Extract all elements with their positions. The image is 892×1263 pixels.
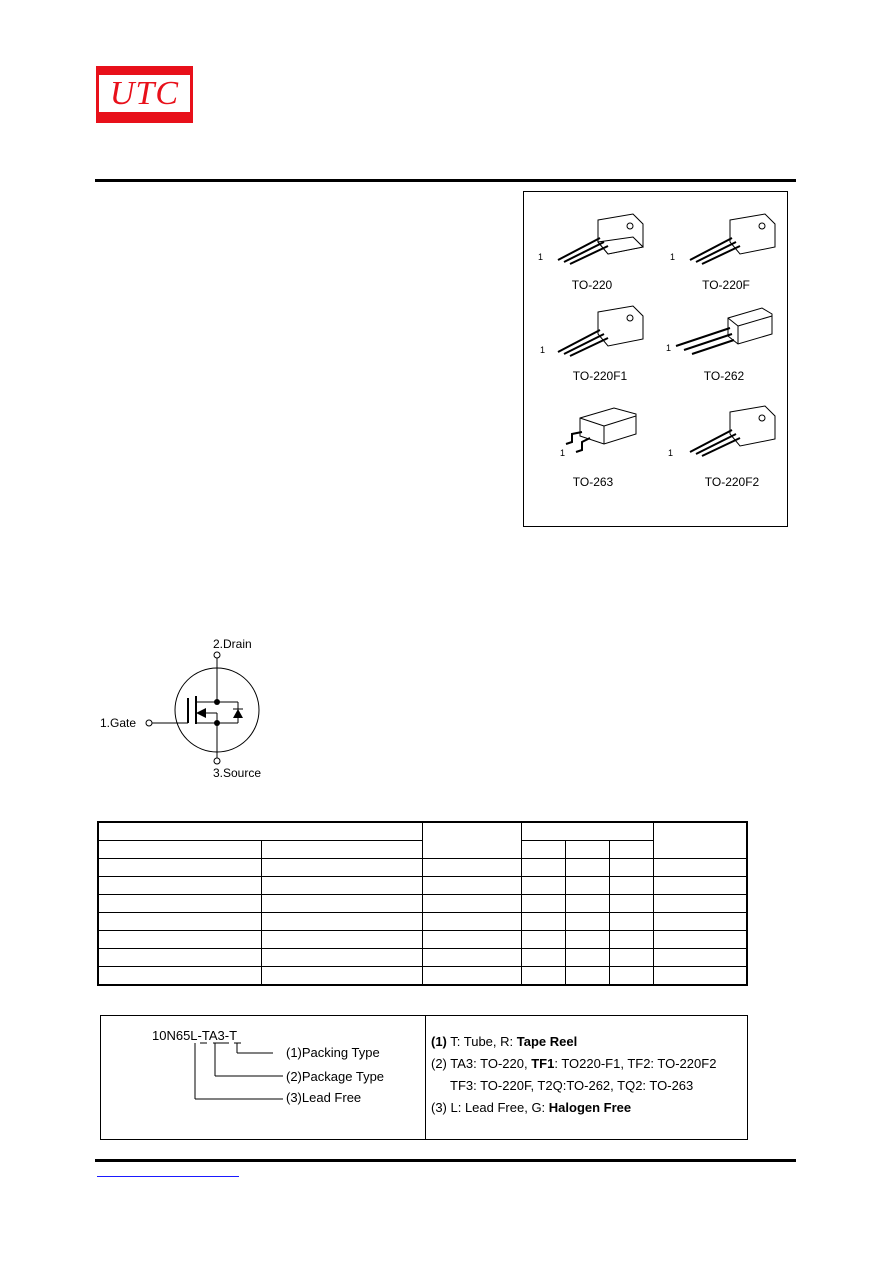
table-row <box>98 877 747 895</box>
to220f2-drawing <box>670 404 780 459</box>
pin1-label: 1 <box>540 345 546 355</box>
mosfet-symbol <box>140 650 270 770</box>
note-package-2: TF3: TO-220F, T2Q:TO-262, TQ2: TO-263 <box>450 1078 694 1093</box>
to263-drawing <box>554 404 654 459</box>
table-row <box>98 967 747 986</box>
logo-text: UTC <box>109 75 180 112</box>
pin1-label: 1 <box>666 343 672 353</box>
part-code: 10N65L-TA3-T <box>152 1028 238 1043</box>
callout-packing-type: (1)Packing Type <box>286 1045 380 1060</box>
utc-logo <box>96 66 193 123</box>
package-illustration-box <box>523 191 788 527</box>
table-row <box>98 859 747 877</box>
header-rule <box>95 179 796 182</box>
to262-drawing <box>670 304 780 359</box>
spec-table <box>97 821 748 986</box>
table-row <box>98 913 747 931</box>
table-row <box>98 895 747 913</box>
pin1-label: 1 <box>560 448 566 458</box>
table-row <box>98 822 747 841</box>
to220-drawing <box>538 212 648 267</box>
callout-package-type: (2)Package Type <box>286 1069 385 1084</box>
pin1-label: 1 <box>670 252 676 262</box>
package-label: TO-262 <box>703 369 745 383</box>
to220f1-drawing <box>538 304 648 359</box>
note-packing: (1) T: Tube, R: Tape Reel <box>431 1034 578 1049</box>
package-label: TO-220 <box>571 278 613 292</box>
note-package-1: (2) TA3: TO-220, TF1: TO220-F1, TF2: TO-220F2 <box>431 1056 717 1071</box>
footer-link[interactable] <box>97 1176 239 1177</box>
package-label: TO-263 <box>572 475 614 489</box>
ordering-box <box>100 1015 748 1140</box>
gate-label: 1.Gate <box>100 716 137 730</box>
source-label: 3.Source <box>213 766 262 780</box>
note-lead-free: (3) L: Lead Free, G: Halogen Free <box>431 1100 632 1115</box>
table-row <box>98 949 747 967</box>
pin1-label: 1 <box>668 448 674 458</box>
drain-label: 2.Drain <box>213 637 252 651</box>
divider <box>425 1016 426 1139</box>
callout-lead-free: (3)Lead Free <box>286 1090 362 1105</box>
footer-rule <box>95 1159 796 1162</box>
pin1-label: 1 <box>538 252 544 262</box>
package-label: TO-220F <box>702 278 750 292</box>
table-row <box>98 931 747 949</box>
to220f-drawing <box>670 212 780 267</box>
package-label: TO-220F2 <box>704 475 760 489</box>
package-label: TO-220F1 <box>572 369 628 383</box>
